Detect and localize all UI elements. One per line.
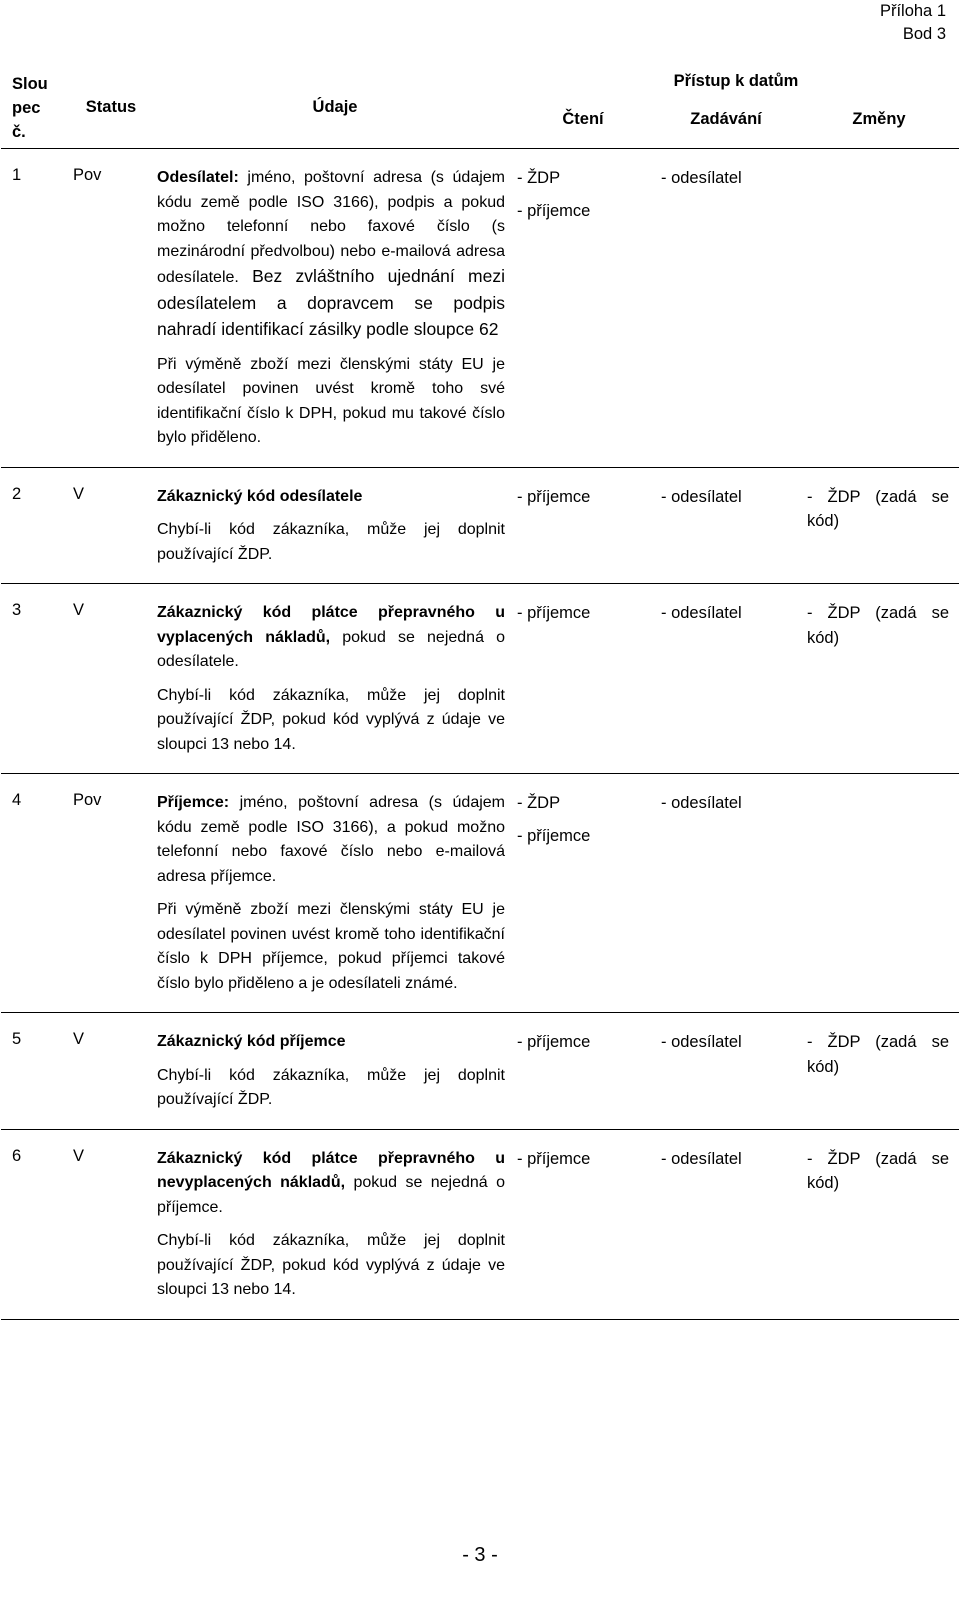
row-number: 5 [12, 1030, 22, 1048]
row-status: V [73, 1146, 85, 1165]
annex-label [880, 0, 946, 46]
header-read: Čtení [562, 110, 604, 128]
row-read: - příjemce [517, 1033, 591, 1051]
row-read: - příjemce [517, 604, 591, 622]
row-status: V [73, 1030, 85, 1048]
header-enter: Zadávání [690, 110, 762, 128]
annex-line-2: Bod 3 [902, 25, 946, 43]
row-change: - ŽDP (zadá se kód) [807, 487, 949, 530]
row-enter: - odesílatel [661, 604, 742, 622]
row-number: 6 [12, 1146, 22, 1165]
header-column-number: Slou pec č. [12, 75, 48, 141]
row-data: Zákaznický kód plátce přepravného u nevyplacených nákladů, pokud se nejedná o příjemce. Chybí-li kód zákazníka, může jej doplnit používající ŽDP, pokud kód vyplývá z údaje ve sloupci 13 nebo 14. [157, 1149, 506, 1298]
row-number: 3 [12, 601, 22, 619]
row-read: - ŽDP - příjemce [517, 794, 591, 845]
row-enter: - odesílatel [661, 1149, 742, 1168]
row-data: Příjemce: jméno, poštovní adresa (s údajem kódu země podle ISO 3166), a pokud možno telefonní nebo faxové číslo nebo e-mailová adresa příjemce. Při výměně zboží mezi členskými státy EU je odesílatel povinen uvést kromě toho identifikační číslo k DPH příjemce, pokud příjemci takové číslo bylo přiděleno a je odesílateli známé. [157, 794, 505, 992]
header-access-group: Přístup k datům [673, 72, 799, 90]
table-row [1, 1013, 959, 1130]
row-enter: - odesílatel [661, 1033, 742, 1051]
row-read: - příjemce [517, 487, 591, 506]
row-data: Zákaznický kód plátce přepravného u vyplacených nákladů, pokud se nejedná o odesílatele. Chybí-li kód zákazníka, může jej doplnit používající ŽDP, pokud kód vyplývá z údaje ve sloupci 13 nebo 14. [157, 604, 506, 753]
table-row [1, 1129, 959, 1319]
table-row [1, 584, 959, 774]
header-status: Status [85, 98, 137, 116]
table-row [1, 149, 959, 468]
row-read: - ŽDP - příjemce [517, 169, 591, 220]
row-status: Pov [73, 791, 102, 809]
row-status: V [73, 484, 85, 503]
row-status: Pov [73, 166, 102, 184]
annex-line-1: Příloha 1 [879, 2, 946, 20]
table-row [1, 467, 959, 584]
page-number: - 3 - [462, 1544, 498, 1566]
row-enter: - odesílatel [661, 169, 742, 187]
row-change: - ŽDP (zadá se kód) [807, 1149, 949, 1192]
row-status: V [73, 601, 85, 619]
row-data: Zákaznický kód odesílatele Chybí-li kód zákazníka, může jej doplnit používající ŽDP. [157, 487, 505, 563]
row-number: 2 [12, 484, 22, 503]
header-data: Údaje [312, 98, 358, 116]
table-header-row [1, 58, 959, 108]
table-row [1, 774, 959, 1013]
row-change: - ŽDP (zadá se kód) [807, 1033, 949, 1076]
row-change [799, 149, 959, 468]
row-enter: - odesílatel [661, 487, 742, 506]
row-number: 1 [12, 166, 22, 184]
row-change: - ŽDP (zadá se kód) [807, 604, 949, 647]
row-read: - příjemce [517, 1149, 591, 1168]
row-data: Zákaznický kód příjemce Chybí-li kód zákazníka, může jej doplnit používající ŽDP. [157, 1033, 505, 1108]
row-number: 4 [12, 791, 22, 809]
row-change [799, 774, 959, 1013]
data-access-table [1, 58, 959, 1320]
header-change: Změny [852, 110, 906, 128]
row-enter: - odesílatel [661, 794, 742, 812]
row-data: Odesílatel: jméno, poštovní adresa (s údajem kódu země podle ISO 3166), podpis a pokud možno telefonní nebo faxové číslo (s mezinárodní předvolbou) nebo e-mailová adresa odesílatele. Bez zvláštního ujednání mezi odesílatelem a dopravcem se podpis nahradí identifikací zásilky podle sloupce 62 Při výměně zboží mezi členskými státy EU je odesílatel povinen uvést kromě toho své identifikační číslo k DPH, pokud mu takové číslo bylo přiděleno. [157, 169, 505, 446]
